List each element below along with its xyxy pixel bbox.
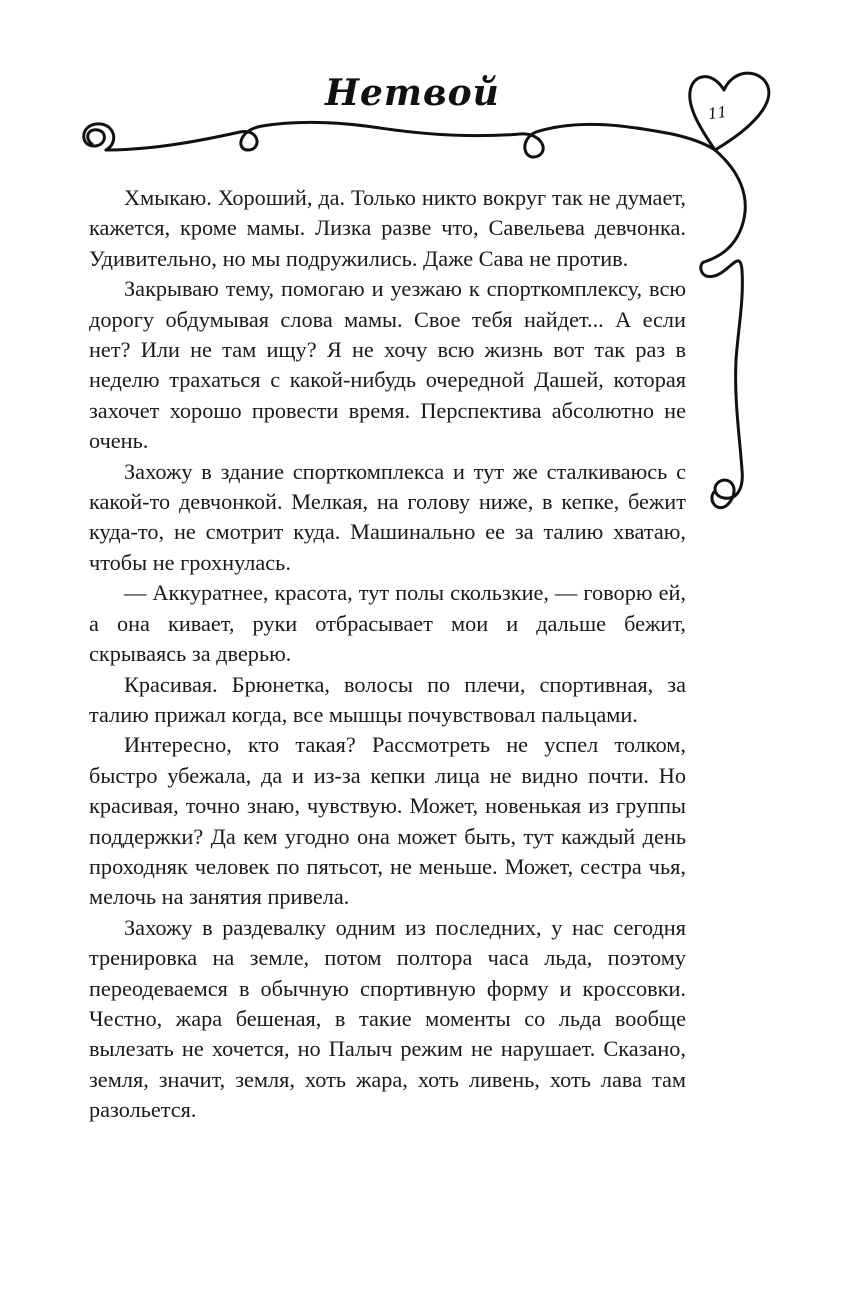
paragraph: Захожу в раздевалку одним из последних, у нас сегодня тренировка на земле, потом полтора часа льда, поэтому переодеваемся в обычную спортивную форму и кроссовки. Честно, жара бешеная, в такие моменты со льда вообще вылезать не хочется, но Палыч режим не нарушает. Сказано, земля, значит, земля, хоть жара, хоть ливень, хоть лава там разольется. <box>89 914 686 1123</box>
paragraph: Закрываю тему, помогаю и уезжаю к спорткомплексу, всю дорогу обдумывая слова мамы. Свое тебя найдет... А если нет? Или не там ищу? Я не хочу всю жизнь вот так раз в неделю трахаться с какой-нибудь очередной Дашей, которая захочет хорошо провести время. Перспектива абсолютно не очень. <box>89 276 686 454</box>
body-text <box>89 183 686 1126</box>
page-number: 11 <box>706 102 729 124</box>
paragraph: Интересно, кто такая? Рассмотреть не успел толком, быстро убежала, да и из-за кепки лица не видно почти. Но красивая, точно знаю, чувствую. Может, новенькая из группы поддержки? Да кем угодно она может быть, тут каждый день проходняк человек по пятьсот, не меньше. Может, сестра чья, мелочь на занятия привела. <box>89 732 686 910</box>
paragraph: Хмыкаю. Хороший, да. Только никто вокруг так не думает, кажется, кроме мамы. Лизка разве что, Савельева девчонка. Удивительно, но мы подружились. Даже Сава не против. <box>89 185 686 271</box>
paragraph: Красивая. Брюнетка, волосы по плечи, спортивная, за талию прижал когда, все мышцы почувствовал пальцами. <box>89 671 686 727</box>
running-header-title: Нетвой <box>325 72 500 114</box>
paragraph: — Аккуратнее, красота, тут полы скользкие, — говорю ей, а она кивает, руки отбрасывает мои и дальше бежит, скрываясь за дверью. <box>89 580 686 667</box>
paragraph: Захожу в здание спорткомплекса и тут же сталкиваюсь с какой-то девчонкой. Мелкая, на голову ниже, в кепке, бежит куда-то, не смотрит куда. Машинально ее за талию хватаю, чтобы не грохнулась. <box>89 458 686 575</box>
